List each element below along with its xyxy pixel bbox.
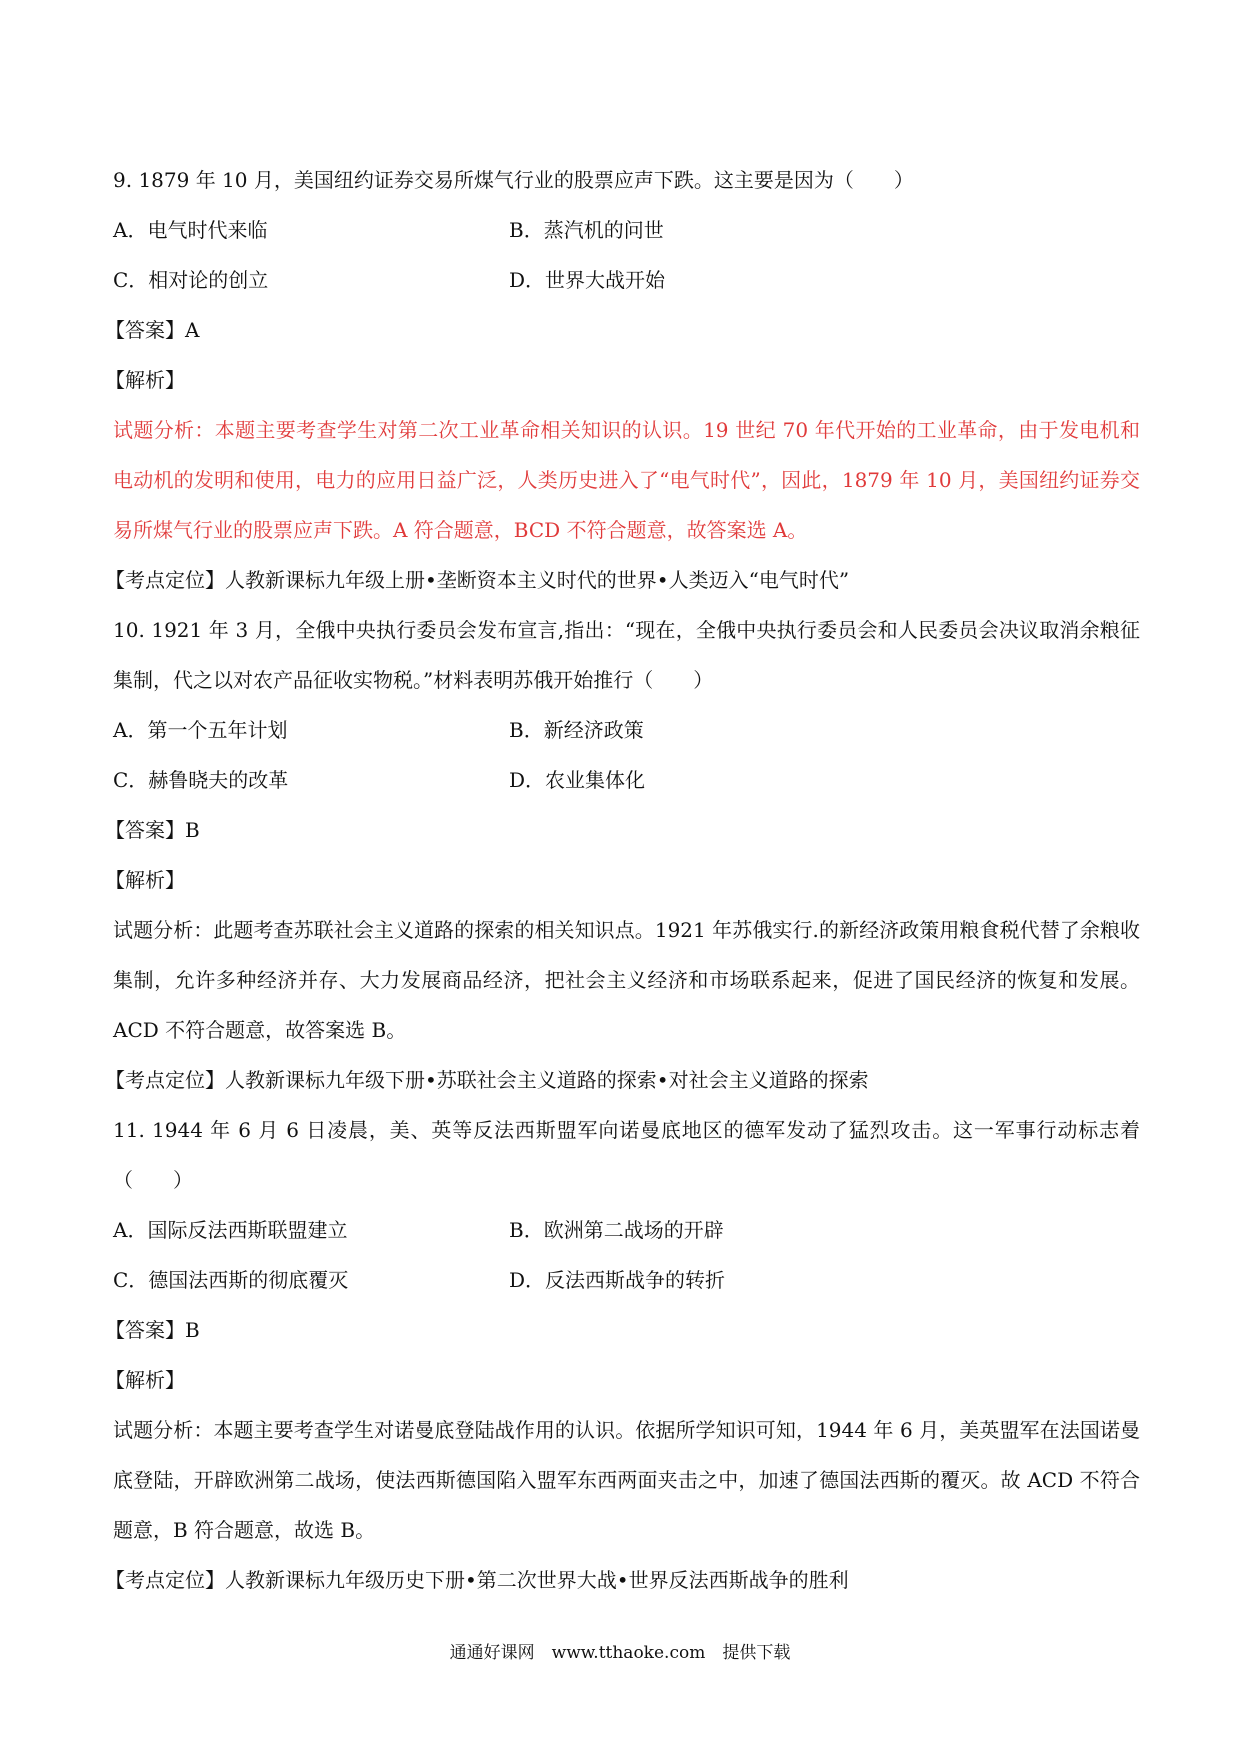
option-d: D．反法西斯战争的转折 <box>509 1268 726 1292</box>
question-9-analysis: 试题分析：本题主要考查学生对第二次工业革命相关知识的认识。19 世纪 70 年代开始的工业革命，由于发电机和电动机的发明和使用，电力的应用日益广泛，人类历史进入了“电气时代”，因此，1879 年 10 月，美国纽约证券交易所煤气行业的股票应声下跌。A 符合题意，BCD 不符合题意，故答案选 A。 <box>113 418 1140 542</box>
option-a: A．第一个五年计划 <box>113 718 288 742</box>
option-c: C．赫鲁晓夫的改革 <box>113 768 289 792</box>
question-10-stem: 10. 1921 年 3 月，全俄中央执行委员会发布宣言,指出：“现在，全俄中央执行委员会和人民委员会决议取消余粮征集制，代之以对农产品征收实物税。”材料表明苏俄开始推行（ ） <box>113 618 1140 692</box>
option-b: B．新经济政策 <box>509 718 644 742</box>
question-9-kaodian: 【考点定位】人教新课标九年级上册•垄断资本主义时代的世界•人类迈入“电气时代” <box>105 568 850 592</box>
question-10-options-row-1 <box>113 705 1140 755</box>
option-c: C．相对论的创立 <box>113 268 269 292</box>
questions-container <box>105 155 1140 1605</box>
question-11-options-row-1 <box>113 1205 1140 1255</box>
question-10-options-row-2 <box>113 755 1140 805</box>
question-11-kaodian: 【考点定位】人教新课标九年级历史下册•第二次世界大战•世界反法西斯战争的胜利 <box>105 1568 849 1592</box>
question-9-answer: 【答案】A <box>105 318 200 342</box>
question-9-options-row-1 <box>113 205 1140 255</box>
question-11-analysis: 试题分析：本题主要考查学生对诺曼底登陆战作用的认识。依据所学知识可知，1944 年 6 月，美英盟军在法国诺曼底登陆，开辟欧洲第二战场，使法西斯德国陷入盟军东西两面夹击之中，加速了德国法西斯的覆灭。故 ACD 不符合题意，B 符合题意，故选 B。 <box>113 1418 1140 1542</box>
question-10-analysis-label: 【解析】 <box>105 868 185 892</box>
question-9-analysis-label: 【解析】 <box>105 368 185 392</box>
option-d: D．世界大战开始 <box>509 268 666 292</box>
option-d: D．农业集体化 <box>509 768 646 792</box>
page-footer: 通通好课网 www.tthaoke.com 提供下载 <box>449 1643 791 1663</box>
option-c: C．德国法西斯的彻底覆灭 <box>113 1268 349 1292</box>
question-11-options-row-2 <box>113 1255 1140 1305</box>
question-11-analysis-label: 【解析】 <box>105 1368 185 1392</box>
question-11-answer: 【答案】B <box>105 1318 200 1342</box>
question-11-stem: 11. 1944 年 6 月 6 日凌晨，美、英等反法西斯盟军向诺曼底地区的德军发动了猛烈攻击。这一军事行动标志着（ ） <box>113 1118 1140 1192</box>
option-b: B．蒸汽机的问世 <box>509 218 664 242</box>
question-10-kaodian: 【考点定位】人教新课标九年级下册•苏联社会主义道路的探索•对社会主义道路的探索 <box>105 1068 869 1092</box>
question-10-analysis: 试题分析：此题考查苏联社会主义道路的探索的相关知识点。1921 年苏俄实行.的新经济政策用粮食税代替了余粮收集制，允许多种经济并存、大力发展商品经济，把社会主义经济和市场联系起来，促进了国民经济的恢复和发展。ACD 不符合题意，故答案选 B。 <box>113 918 1140 1042</box>
question-9-stem: 9. 1879 年 10 月，美国纽约证券交易所煤气行业的股票应声下跌。这主要是因为（ ） <box>113 168 914 192</box>
option-a: A．电气时代来临 <box>113 218 268 242</box>
option-a: A．国际反法西斯联盟建立 <box>113 1218 348 1242</box>
option-b: B．欧洲第二战场的开辟 <box>509 1218 724 1242</box>
question-9-options-row-2 <box>113 255 1140 305</box>
question-10-answer: 【答案】B <box>105 818 200 842</box>
